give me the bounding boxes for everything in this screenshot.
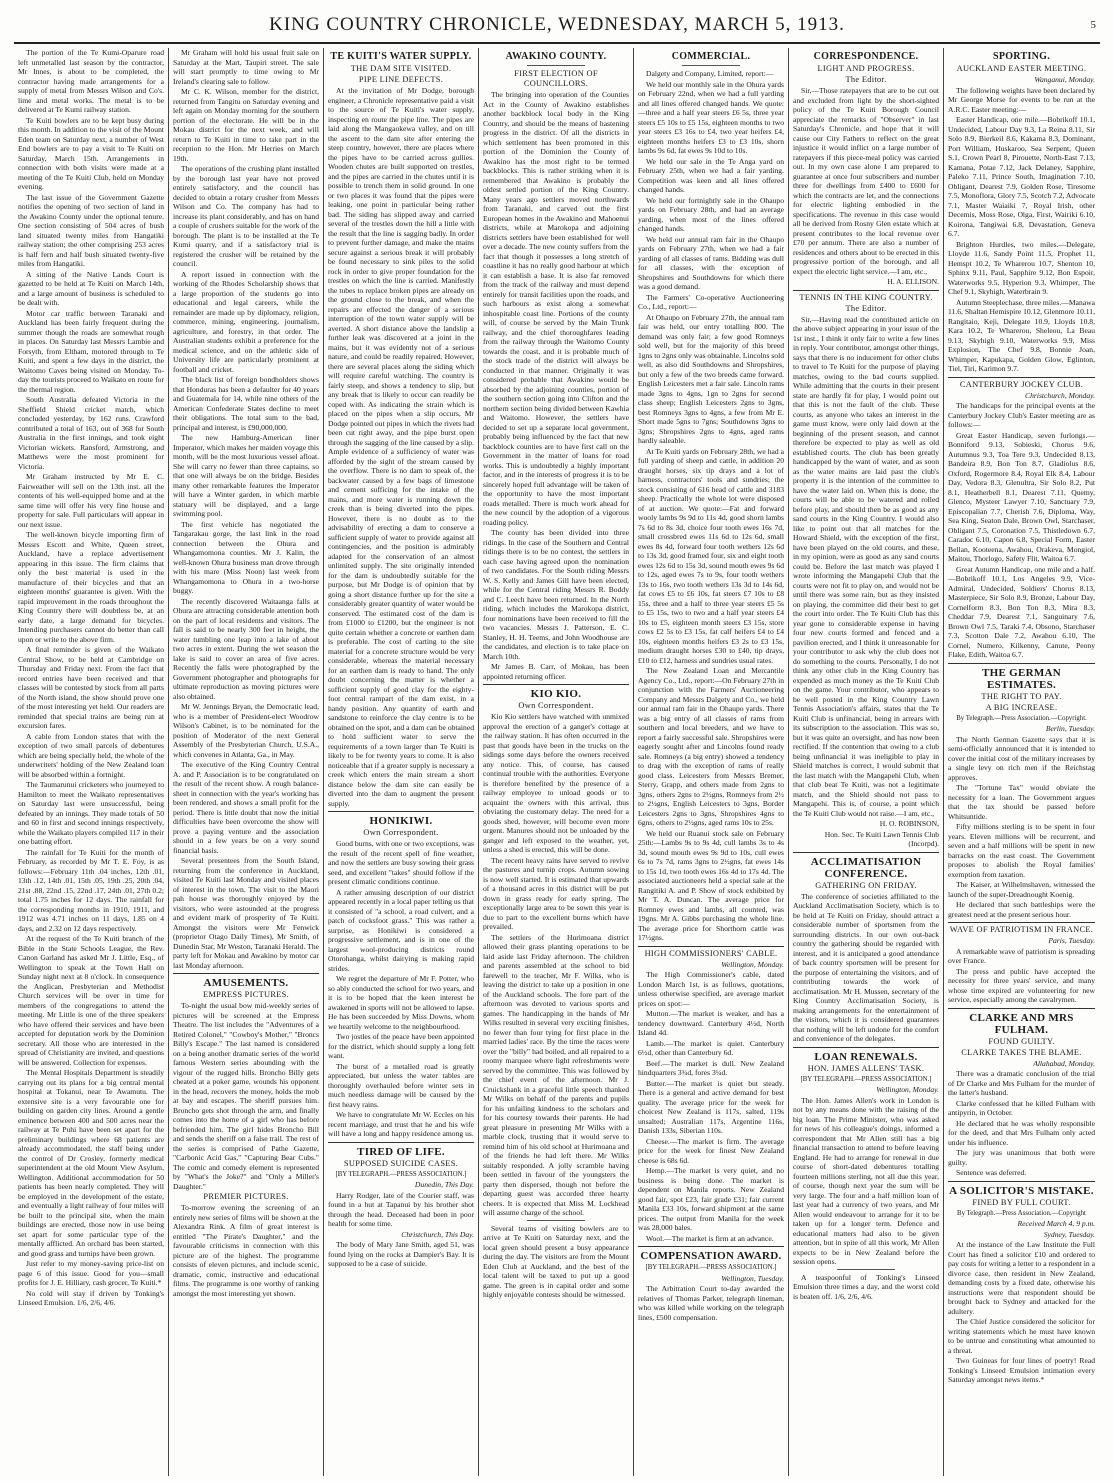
news-paragraph: Sentence was deferred. <box>956 1168 1027 1177</box>
advertisement-paragraph: Just refer to my money-saving price-list on page 6 of this issue. Good for you—small profits for J. E. Hilliary, cash grocer, Te Kuiti.* <box>18 1259 164 1287</box>
acclimatisation-heading: ACCLIMATISATION CONFERENCE. <box>793 852 939 880</box>
dateline: Christchurch, Monday. <box>1025 390 1095 400</box>
news-paragraph: We held our annual ram fair in the Ohaupo yards on February 27th, when we had a fair yarding of all classes of rams. Bidding was dull for all classes, with the exception of Shropshires and Southdowns for which there was a good demand. <box>638 234 784 291</box>
dateline: Christchurch, This Day. <box>401 1229 474 1239</box>
news-paragraph: A sitting of the Native Lands Court is gazetted to be held at Te Kuiti on March 14th, and a large amount of business is scheduled to be dealt with. <box>18 269 164 307</box>
news-paragraph: The rainfall for Te Kuiti for the month of February, as recorded by Mr T. E. Foy, is as follows:—February 11th .04 inches, 12th .01, 13th .12, 14th .01, 15th .05, 19th .25, 20th .04, 21st .88, 22nd .15, 22nd .17, 24th .01, 27th 0.2; total 1.75 inches for 12 days. The rainfall for the corresponding months in 1910, 1911, and 1912 was 4.71 inches on 11 days, 1.85 on 4 days, and 2.32 on 12 days respectively. <box>18 847 164 933</box>
dateline: Wellington, Monday. <box>721 959 784 969</box>
dateline: Wanganui, Monday. <box>1034 75 1095 84</box>
news-paragraph: Mr Graham instructed by Mr E. C. Fairweather will sell on the 13th inst. all the contents of his well-equipped home and at the same time will offer his very fine house and property for sale. Full particulars will appear in our next issue. <box>18 472 164 529</box>
news-paragraph: A rather amusing description of our district appeared recently in a local paper telling us that it consisted of "a school, a road culvert, and a patch of cocksfoot grass." This was rather a surprise, as Honikiwi is considered a progressive settlement, and is in one of the largest wool-producing districts round Otorohanga, whilst dairying is making rapid strides. <box>328 887 474 973</box>
column-5 <box>634 48 789 1476</box>
news-paragraph: The Farmers' Co-operative Auctioneering Co., Ltd., report:— <box>638 292 784 311</box>
loan-subheading: HON. JAMES ALLENS' TASK. <box>807 1063 925 1073</box>
news-paragraph: The county has been divided into three ridings. In the case of the Southern and Central ridings there is to be no contest, the settlers in each case having agreed upon the nomination of two candidates. For the South riding Messrs W. S. Kelly and James Gill have been elected, while for the Central riding Messrs R. Boddy and C. Leech have been returned. In the North riding, which includes the Marokopa district, four nominations have been received to fill the two vacancies. Messrs J. Patterson, E. C. Stanley, H. H. Teems, and John Woodhouse are the candidates, and election is to take place on March 10th. <box>483 528 629 661</box>
honikiwi-byline: Own Correspondent. <box>363 828 439 837</box>
advertisement-paragraph: A teaspoonful of Tonking's Linseed Emulsion three times a day, and the worst cold is beaten off. 1/6, 2/6, 4/6. <box>793 1272 939 1301</box>
market-report: Mutton.—The market is weaker, and has a tendency downward. Canterbury 4½d, North Island 4d. <box>638 1009 784 1037</box>
news-paragraph: At Ohaupo on February 27th, the annual ram fair was held, our entry totalling 800. The demand was only fair; a few good Romneys sold well, but for the majority of this breed 1gns to 2gns only was obtainable. Lincolns sold well, as also did Southdowns and Shropshires, but only a few of the two breeds came forward. English Leicesters met a fair sale. Lincoln rams made 3gns to 4gns, 1gn to 2gns for second class sheep; English Leicesters 2gns to 3gns, best Romneys 3gns to 4gns, a few from Mr E. Short made 5gns to 7gns; Southdowns 3gns to 3gns; Shropshires 2gns to 4gns, aged rams hardly saleable. <box>638 312 784 445</box>
column-grid <box>14 48 1100 1476</box>
news-paragraph: Clarke confessed that he killed Fulham with antipyrin, in October. <box>948 1098 1095 1117</box>
divider <box>682 65 740 66</box>
news-paragraph: The bringing into operation of the Counties Act in the County of Awakino establishes another backblock local body in the King Country, and should be the means of hastening progress in the district. Of all the districts in which settlement has been promoted in this portion of the Dominion the County of Awakino has the most right to be termed backblocks. This is rather striking when it is remembered that Awakino is probably the oldest settled portion of the King Country. Many years ago settlers moved northwards from Taranaki, and carved out the first European homes in the Awakino and Mahoenui districts, while at Marokopa and adjoining districts settlers have been established for well over a decade. The new county suffers from the fact that though it possesses a long stretch of coastline it has no really good harbour at which it can establish a base. It is also far removed from the track of the railway and must depend entirely for transit facilities upon the roads, and such harbours as exist along a somewhat inhospitable coast line. Portions of the county will, of course be served by the Main Trunk railway, and the chief thoroughfares leading from the railway through the Waitomo County towards the coast, and it is probable much of the stock trade of the district will always be conducted in that manner. Originally it was considered probable that Awakino would be absorbed by the adjoining counties, portion of the southern section going into Clifton and the northern section being divided between Kawhia and Waitomo. However, the settlers have decided to set up a separate local government, probably being influenced by the fact that new backblock counties are to have first call on the Government in the matter of loans for road works. This is undoubtedly a highly important factor, and in the interests of progress it is to be sincerely hoped full advantage will be taken of the opportunity to have the most important roads metalled. There is much work ahead for the new council by the adoption of a vigorous roading policy. <box>483 90 629 527</box>
news-paragraph: The conference of societies affiliated to the Auckland Acclimatisation Society, which is to be held at Te Kuiti on Friday, should attract a considerable number of sportsmen from the surrounding districts. In our own out-back country the gathering should be regarded with interest, and it is anticipated a good attendance of back country sportsmen will be present for the purpose of entertaining the visitors, and of contributing towards the work of acclimatisation. Mr H. Mussen, secretary of the King Country Acclimatisation Society, is making arrangements for the entertainment of the visitors, which it is considered guarantees that nothing will be left undone for the comfort and convenience of the delegates. <box>793 891 939 1043</box>
acclimatisation-subheading: GATHERING ON FRIDAY. <box>815 880 917 890</box>
news-paragraph: A cable from London states that with the exception of two small parcels of debentures which are being specially held, the whole of the underwriters' holding of the New Zealand loan will be absorbed within a fortnight. <box>18 731 164 779</box>
compensation-heading: COMPENSATION AWARD. <box>638 1246 784 1262</box>
race-weights: Great Easter Handicap, seven furlongs.—Bonniford 9.13, Sobieski, Chorus 9.6, Autumnus 9.3, Toa Tere 9.3, Undecided 8.13, Bandeira 8.9, Bon Ton 8.7, Gladiolus 8.6, Oxford, Rogermore 8.4, Royal Elk 8.4, Labour Day, Vedora 8.3, Glenultra, Sir Solo 8.2, Put 8.1, Heatherbell 8.1, Dearest 7.11, Quemy, Glenco, Mysteer Lawyer 7.10, Sanctuary 7.9, Episcopalian 7.7, Cherish 7.6, Diploma, Way, Sea King, Seaton Dale, Brown Owl, Starchaser, Obligant 7.5, Coronation 7.5, Thistledown 6.7, Caradoc 6.10, Capon 6.8, Special Form, Easter Bellan, Kooteena, Awahou, Orakeva, Mongiol, Maitou, Thorlogo, Safety Flit, Waitoa 6.7. <box>948 430 1095 563</box>
divider <box>527 65 585 66</box>
tired-subheading: SUPPOSED SUICIDE CASES. <box>343 1158 459 1168</box>
news-paragraph: To-night the usual bow mid-weekly series of pictures will be screened at the Empress Theatre. The list includes the "Adventures of a Retired Colonel," "Cowboy's Mother," "Broncs Billy's Escape." The last named is considered on a being another dramatic series of the world famous Western series abounding with the vigour of the rugged hills. Broncho Billy gets cheated at a poker game, wounds his opponent in the head, recovers the money, holds the mob at bay and escapes. The sheriff pursues him. Broncho gets shot through the arm, and finally comes into the home of a girl who has before befriended him. The girl hides Broncho Bill and sends the sheriff on a false trail. The rest of the series is comprised of Pathe Gazette, "Carbonic Acid Gas," "Capturing Bear Cubs." The comic and comedy element is represented by "What's the Joke?" and "Only a Miller's Daughter." <box>173 1001 319 1191</box>
news-paragraph: Te Kuiti bowlers are to be kept busy during this month. In addition to the visit of the Mount Eden team on Saturday next, a number of West End bowlers are to pay a visit to Te Kuiti on Saturday, March 15th. Arrangements in connection with both visits were made at a meeting of the Te Kuiti Club, held on Monday evening. <box>18 115 164 191</box>
clarke-subheading-2: CLARKE TAKES THE BLAME. <box>961 1047 1082 1057</box>
news-paragraph: The "Tortune Tax" would obviate the necessity for a loan. The Government argues that the tax should be passed before Whitsuntide. <box>948 783 1095 821</box>
clarke-subheading-1: FOUND GUILTY. <box>988 1036 1055 1046</box>
loan-renewals-heading: LOAN RENEWALS. <box>793 1047 939 1063</box>
news-paragraph: The portion of the Te Kumi-Oparure road left unmetalled last season by the contractor, Mr Innes, is about to be completed, the contractor having made arrangements for a supply of metal from Messrs Wilson and Co's. lime and metal works. The metal is to be delivered at Te Kumi railway station. <box>18 48 164 114</box>
dateline: Wellington, Tuesday. <box>721 1273 784 1283</box>
news-paragraph: The new Hamburg-American liner Imperator, which makes her maiden voyage this month, will be the most luxurious vessel afloat. She will carry no fewer than three captains, so that one will always be on the bridge. Besides many other remarkable features the Imperator will have a Winter garden, in which marble statuary will be displayed, and a large swimming pool. <box>173 433 319 518</box>
news-paragraph: The first vehicle has negotiated the Tangarakau gorge, the last link in the road connection between the Ohura and Whangamomona counties. Mr J. Kalin, the well-known Ohura business man drove through with his mare (Miss Noon) last week from Whangamomona to Ohura in a two-horse buggy. <box>173 519 319 595</box>
news-paragraph: The recent heavy rains have served to revive the pastures and turnip crops. Autumn sowing is now well started. It is estimated that upwards of a thousand acres in this district will be put down in grass ready for early spring. The exceptionally large area to be sown this year is due to part to the excellent burns which have prevailed. <box>483 855 629 931</box>
water-subheading-1: THE DAM SITE VISITED. <box>350 64 452 73</box>
news-paragraph: The Mental Hospitals Department is steadily carrying out its plans for a big central mental hospital at Tokanui, near Te Awamutu. The extensive site is a very favourable one for building on garden city lines. Around a gentle eminence between 400 and 500 acres near the railway at Te Puhi have been set apart for the preliminary buildings where 68 patients are already accommodated, the staff being under the control of Dr Crosley, formerly medical superintendent at the old Mount View Asylum, Wellington. Additional accommodation for 50 patients has been nearly completed. They will be employed in the development of the estate, and eventually a light railway of four miles will be built to the principal site, when the main buildings are erected, those now in use being set apart for some particular type of the mentally afflicted. An orchard has been started, and good grass and turnips have been grown. <box>18 1068 164 1258</box>
market-report: Wool.—The market is firm at an advance. <box>646 1233 774 1243</box>
solicitor-heading: A SOLICITOR'S MISTAKE. <box>948 1181 1095 1197</box>
news-paragraph: A remarkable wave of patriotism is spreading over France. <box>948 946 1095 965</box>
news-paragraph: The press and public have accepted the necessity for three years' service, and many whose time expired are volunteering for new service, especially among the cavalrymen. <box>948 966 1095 1004</box>
news-paragraph: Two jostles of the peace have been appointed for the district, which should supply a long felt want. <box>328 1032 474 1060</box>
news-paragraph: Good burns, with one or two exceptions, was the result of the recent spell of fine weather, and now the settlers are busy sowing their grass seed, and excellent "takes" should follow if the present climatic conditions continue. <box>328 839 474 886</box>
news-paragraph: At the invitation of Mr Dodge, borough engineer, a Chronicle representative paid a visit to the source of Te Kuiti's water supply, inspecting en route the pipe line. The pipes are laid along the Mangaokewa valley, and on till the ascent to the dam site after entering the steep country, however, there are places where the pipes have to be carried across gullies. Wooden chutes are built supported on trestles, and the pipes are carried in the chutes until it is possible to trench them in solid ground. In one or two places it was found that the pipes were leaking, one point in particular being rather bad. The siding has slipped away and carried several of the trestles down the hill a little with the result that the line is sagging badly. In order to prevent further damage, and make the mains secure against a serious break it will probably be found necessary to sink piles to the solid rock in order to give proper foundation for the trestles on which the line is carried. Manifestly the tubes to replace broken pipes are already on the ground close to the break, and when the repairs are effected the danger of a serious interruption of the town water supply will be averted. A short distance above the landslip a further leak was discovered at a joint in the mains, but it was evidently not of a serious nature, and could be readily repaired. However, there are several places along the siding which will require careful watching. The country is fairly steep, and shows a tendency to slip, but any break that is likely to occur can readily be coped with. As indicating the strain which is placed on the pipes when a slip occurs, Mr Dodge pointed out pipes in which the rivets had been cut right away, and the pipe burst open through the sagging of the line caused by a slip. Ample evidence of a sufficiency of water was afforded by the sight of the stream caused by the overflow. There is no dam to speak of, the backwater caused by a few bags of limestone and cement sufficing for the intake of the mains, and more water is running down the creek than is being diverted into the pipes. However, there is no doubt as to the advisability of erecting a dam to conserve a sufficient supply of water to provide against all contingencies, and the position is admirably adapted for the conservation of an almost unlimited supply. The site originally intended for the dam is undoubtedly suitable for the purpose, but Mr Dodge is of opinion that by going a short distance further up for the site a considerably greater quantity of water would be conserved. The estimated cost of the dam is from £1000 to £1200, but the engineer is not quite certain whether a concrete or earthen dam is preferable. The cost of carting to the site material for a concrete structure would be very considerable, whereas the material necessary for an earthen dam is ready to hand. The only doubt concerning the matter is whether a sufficient supply of good clay for the eighty-foot central rampart of the dam exist, in a handy position. Any quantity of earth and sandstone to reinforce the clay centre is to be obtained on the spot, and a dam can be obtained to hold sufficient water to serve the requirements of a town larger than Te Kuiti is likely to be for twenty years to come. It is also noticeable that if a greater supply is necessary a creek which enters the main stream a short distance below the dam site can easily be diverted into the dam to augment the present supply. <box>328 86 474 808</box>
race-weights: Great Autumn Handicap, one mile and a half.—Bobrikoff 10.1, Los Angeles 9.9, Vice-Admiral, Undecided, Soldiers' Chorus 8.13, Masterpiece, Sir Solo 8.9, Bronze, Labour Day, Cornelform 8.3, Bon Ton 8.3, Mira 8.3, Cheddar 7.9, Dearest 7.1, Sanguinary 7.6, Brown Owl 7.5, Taraki 7.4, Obsono, Starchaser 7.3, Scotton Dale 7.2, Awahou 6.10, The Cornel, Numero, Kilkenny, Canute, Peony Flake, Edith, Waitoa 6.7. <box>948 564 1095 659</box>
news-paragraph: The body of Mary Jane Smith, aged 51, was found lying on the rocks at Dampier's Bay. It is supposed to be a case of suicide. <box>328 1240 474 1268</box>
sporting-heading: SPORTING. <box>992 51 1051 62</box>
news-paragraph: We held our Ruanui stock sale on February 25th:—Lambs 9s to 9s 4d, cull lambs 3s to 4s 3d, sound mouth ewes 9s 9d to 10s, cull ewes 6s to 7s 7d, rams 3gns to 2½gns, fat ewes 14s to 15s 1d, two tooth ewes 16s 4d to 17s 4d. The associated auctioneers held a special sale at the Rangitiki A. and P. Show of stock exhibited by Mr T. A. Duncan. The average price for Romney ewes and lambs, all counted, was 19gns. Mr A. Gibbs purchasing the whole line. The average price for Shorthorn cattle was 17½gns. <box>638 828 784 942</box>
news-paragraph: The Chief Justice considered the solicitor for writing statements which he must have known to be untrue and constituting what amounted to a threat. <box>948 1317 1095 1355</box>
news-paragraph: He declared that such battleships were the greatest need at the present serious hour. <box>948 900 1095 919</box>
commercial-heading: COMMERCIAL. <box>671 51 751 62</box>
amusements-heading: AMUSEMENTS. <box>173 973 319 989</box>
news-paragraph: At Te Kuiti yards on February 28th, we had a full yarding of sheep and cattle, in addition 20 draught horses, six tip drays and a lot of harness, contractors' tools and sundries; the stock consisting of 616 head of cattle and 3183 sheep. Practically the whole lot were disposed of at auction. We quote:—Fat and forward wooly lambs 9s 9d to 11s 4d, good shorn lambs 7s 6d to 8s 3d, choice four tooth ewes 16s 7d, small crossbred ewes 11s 6d to 12s 6d, small ewes 8s 4d, forward four tooth wethers 12s 6d to 13s 3d, good framed four, six and eight tooth ewes 12s 6d to 15s 3d, sound mouth ewes 9s 6d to 12s, aged ewes 7s to 9s, four tooth wethers 13s to 16s, two tooth wethers 13s 3d to 14s 6d, fat cows £5 to £6 10s, fat steers £7 10s to £8 15s, three and a half to three year steers £5 5s to £5 15s, two to two and a half year steers £4 10s to £5, eighteen month steers £3 15s, store cows £2 5s to £3 15s, fat calf heifers £4 to £4 10s, eighteen months heifers £3 2s to £3 15s, medium draught horses £30 to £40, tip drays, £10 to £12, harness and sundries usual rates. <box>638 446 784 665</box>
news-paragraph: The executive of the King Country Central A. and P. Association is to be congratulated on the result of the recent show. A rough balance-sheet in connection with the year's working has been rendered, and shows a small profit for the period. There is little doubt that now the initial difficulties have been overcome the show will prove a paying venture and the association should in a few years be on a very sound financial basis. <box>173 760 319 855</box>
news-paragraph: A report issued in connection with the working of the Rhodes Scholarship shows that a large proportion of the students go into educational and legal careers, while the remainder are made up by diplomacy, religion, commerce, mining, engineering, journalism, agriculture, and forestry, in that order. The Australian students exhibit a preference for the medical science, and on the athletic side of University life are particularly prominent at football and cricket. <box>173 269 319 374</box>
cjc-subheading: CANTERBURY JOCKEY CLUB. <box>948 377 1095 390</box>
water-supply-heading: TE KUITI'S WATER SUPPLY. <box>330 51 472 62</box>
race-weights: Easter Handicap, one mile.—Bobrikoff 10.1, Undecided, Labour Day 9.3, La Reina 8.11, Sir Solo 8.9, Bierkeil 8.6, Kakama 8.3, Dominant, Port William, Huskaroo, Sea Serpent, Queen S.1, Crown Pearl 8, Pirouette, North-East 7.13, Kamana, Potae 7.12, Jack Delaney, Sapphire, Paleko 7.11, Prince South, Imagination 7.10, Obligant, Dearest 7.9, Golden Rose, Tiresome 7.5, Monoflora, Glory 7.5, Scotch 7.2, Advocate 7.1, Master Waiaiki 7, Royal Irish, other Decemis, Moss Rose, Olga, First, Wairiki 6.10, Koirona, Tangiwai 6.8, Devastation, Geneva 6.7. <box>948 115 1095 238</box>
news-paragraph: The following weights have been declared by Mr George Morse for events to be run at the A.R.C. Easter meeting:— <box>948 85 1095 114</box>
kiokio-byline: Own Correspondent. <box>518 701 594 710</box>
letter-signature-title: Hon. Sec. Te Kuiti Lawn Tennis Club (Incorpd). <box>824 829 939 848</box>
news-paragraph: Several presentees from the South Island, returning from the conference in Auckland, visited Te Kuiti last Monday and visited places of interest in the town. The visit to the Maori pah house was thoroughly enjoyed by the visitors, who were astounded at the progress and evident mark of prosperity of Te Kuiti. Amongst the visitors were Mr Fenwick (proprietor Otago Daily Times), Mr Smith, of Dunedin Star, Mr Weston, Taranaki Herald. The party left for Mokau and Awakino by motor car last Monday afternoon. <box>173 856 319 970</box>
dateline: Wellington, Monday. <box>876 1085 939 1094</box>
column-4 <box>479 48 634 1476</box>
advertisement-paragraph: Two Guineas for four lines of poetry! Read Tonking's Linseed Emulsion intimation every Saturday amongst news items.* <box>948 1356 1095 1384</box>
news-paragraph: The well-known bicycle importing firm of Messrs Escott and White, Queen street, Auckland, have a replace advertisement appearing in this issue. The firm claims that only the best material is used in the manufacture of their bicycles and that an eighteen months' guarantee is given. With the rapid improvement in the roads throughout the King Country there will doubtless be, at an early date, a large demand for bicycles. Intending purchasers cannot do better than call upon or write to the above firm. <box>18 530 164 644</box>
market-report: Cheese.—The market is firm. The average price for the week for finest New Zealand cheese is 68s 6d. <box>638 1136 784 1165</box>
news-paragraph: The last issue of the Government Gazette notifies the opening of two section of land in the Awakino County under the optional tenure. One section consisting of 504 acres of bush land situated twenty miles from Hangatiki railway station; the other comprising 253 acres is half fern and half bush situated twenty-five miles from Hangatiki. <box>18 192 164 268</box>
news-paragraph: The Hon. James Allen's work in London is not by any means done with the raising of the big loan. The Prime Minister, who was asked for news of his colleague's doings, informed a correspondent that Mr Allen still has a big financial transaction to attend to before leaving England. He had to arrange for renewal in due course of short-dated debentures totalling fourteen millions sterling, not all due this year, of course, though next year the sum will be very large. The four and a half million loan of last year had a currency of two years, and Mr Allen would endeavour to arrange for it to be taken up for a longer term. Defence and educational matters had also to be given attention, but in spite of all this work, Mr Allen expects to be in New Zealand before the session opens. <box>793 1095 939 1266</box>
letter-signature: H. O. ROBINSON, <box>879 819 939 828</box>
market-report: Hemp.—The market is very quiet, and no business is being done. The market is dependent on Manila reports. New Zealand good fair, spot £23, fair grade £31; fair current Manila £33 10s, forward shipment at the same prices. The output from Manila for the week was 28,000 bales. <box>638 1166 784 1232</box>
news-paragraph: Fifty millions sterling is to be spent in four years. Eleven millions will be recurrent, and seven and a half millions will be spent in new barracks on the east coast. The Government proposes to abolish the Royal families' exemption from taxation. <box>948 822 1095 879</box>
high-commissioner-heading: HIGH COMMISSIONERS' CABLE. <box>638 946 784 959</box>
easter-meeting-subheading: AUCKLAND EASTER MEETING. <box>956 64 1087 73</box>
letter-paragraph: Sir,—Those ratepayers that are to be cut out and excluded from light by the short-sighted policy of the Te Kuiti Borough Council appreciate the remarks of "Observer" in last Saturday's Chronicle, and hope that it will cause our City Fathers to reflect on the great injustice it would inflict on a large number of ratepayers if this piece-meal policy was carried out. In my own case alone I am prepared to guarantee at once four subscribers and number three for dwellings from £400 to £600 for which the contracts are let, and the connections for electric lighting embodied in the specifications. The revenue in this case would all be derived from Rosny Glen estate which at present contributes to the local revenue over £70 per annum. There are also a number of residences and others about to be erected in this progressive portion of the borough, and all expect the electric light service.—I am, etc., <box>793 86 939 276</box>
news-paragraph: Several teams of visiting bowlers are to arrive at Te Kuiti on Saturday next, and the local green should present a busy appearance during the day. The visitors are from the Mount Eden Club at Auckland, and the best of the local talent will be taxed to put up a good game. The green is in capital order and some highly enjoyable contests should be witnessed. <box>483 1223 629 1299</box>
news-paragraph: The settlers of the Hurimoana district allowed their grass planting operations to be laid aside last Friday afternoon. The children and parents assembled at the school to bid farewell to the teacher, Mr F. Wilks, who is leaving the district to take up a position in one of the Auckland schools. The fore part of the afternoon was devoted to various sports and games. The handicapping in the hands of Mr Wilks resulted in several very exciting finishes, no fewer than four tying for first place in the married ladies' race. By the time the races were over the "billy" had boiled, and all repaired to a roomy marquee where light refreshments were served by the committee. This was followed by the chief event of the afternoon. Mr J. Cruickshank in a graceful little speech thanked Mr Wilks on behalf of the parents and pupils for his unfailing kindness to the scholars and for his courtesy towards their parents. He had great pleasure in presenting Mr Wilks with a marble clock, trusting that it would serve to remind him of his old school at Hurimoana and of the friends he had left there. Mr Wilks suitably responded. A jolly scramble having been settled in favour of the youngsters the party then dispersed, though not before the departing guest was accorded three hearty cheers. It is expected that Miss M. Lockhead will assume charge of the school. <box>483 932 629 1217</box>
market-report: Beef.—The market is dull. New Zealand hindquarters 3¾d, fores 3¼d. <box>638 1058 784 1077</box>
dateline: Sydney, Tuesday. <box>1043 1229 1095 1239</box>
telegraph-credit: By Telegraph.—Press Association.—Copyright <box>957 1209 1086 1217</box>
market-report: Butter.—The market is quiet but steady. There is a general and active demand for best quality. The average price for the week for choicest New Zealand is 117s, salted, 119s unsalted; Australian 117s, Argentine 116s, Danish 133s, Siberian 110s. <box>638 1078 784 1135</box>
news-paragraph: The burst of a metalled road is greatly appreciated, but unless the water tables are thoroughly overhauled before winter sets in much needless damage will be caused by the first heavy rains. <box>328 1061 474 1109</box>
news-paragraph: Harry Rodger, late of the Courier staff, was found in a hut at Tapanui by his brother shot through the head. Deceased had been in poor health for some time. <box>328 1190 474 1228</box>
solicitor-subheading: FINED BY FULL COURT. <box>972 1197 1071 1207</box>
news-paragraph: The High Commissioner's cable, dated London March 1st, is as follows, quotations, unless otherwise specified, are average market prices on spot:— <box>638 970 784 1008</box>
france-heading: WAVE OF PATRIOTISM IN FRANCE. <box>948 922 1095 935</box>
empress-subheading: EMPRESS PICTURES. <box>202 990 290 999</box>
news-paragraph: South Australia defeated Victoria in the Sheffield Shield cricket match, which concluded yesterday, by 162 runs. Crawford contributed a total of 163, out of 368 for South Australia in the first innings, and took eight Victorian wickets. Ransford, Armstrong, and Matthews were the most prominent for Victoria. <box>18 395 164 471</box>
correspondence-heading: CORRESPONDENCE. <box>813 51 919 62</box>
light-progress-subheading: LIGHT AND PROGRESS. <box>817 64 915 73</box>
telegraph-credit: [BY TELEGRAPH.—PRESS ASSOCIATION.] <box>335 1170 467 1178</box>
news-paragraph: Dalgety and Company, Limited, report:— <box>646 69 774 78</box>
advertisement-paragraph: No cold will stay if driven by Tonking's Linseed Emulsion. 1/6, 2/6, 4/6. <box>18 1288 164 1307</box>
news-paragraph: The recently discovered Waitaanga falls at Ohura are attracting considerable attention both on the part of local residents and visitors. The fall is said to be nearly 300 feet in height, the water tumbling one leap into a lake of about two acres in extent. During the wet season the lake is said to cover an area of five acres. Recently the falls were photographed by the Government photographer and photographs for ultimate reproduction as moving pictures were also obtained. <box>173 596 319 701</box>
news-paragraph: We held our monthly sale in the Ohura yards on February 22nd, when we had a full yarding and all lines offered changed hands. We quote:—three and a half year steers £6 5s, three year steers £5 10s to £5 15s, eighteen months to two year steers £3 16s to £4, two year heifers £4, eighteen months heifers £3 to £3 10s, shorn lambs 9s 6d, fat ewes 9s 10d to 10s. <box>638 79 784 155</box>
telegraph-credit: [BY TELEGRAPH.—PRESS ASSOCIATION.] <box>800 1075 932 1083</box>
news-paragraph: Mr Graham will hold his usual fruit sale on Saturday at the Mart, Taupiri street. The sale will start promptly to time owing to Mr Ireland's clearing sale to follow. <box>173 48 319 86</box>
letter-salutation: The Editor. <box>845 75 887 84</box>
news-paragraph: The New Zealand Loan and Mercantile Agency Co., Ltd., report:—On February 27th in conjunction with the Farmers' Auctioneering Company and Messrs Dalgety and Co., we held our annual ram fair in the Ohaupo yards. There was a big entry of all classes of rams from southern and local breeders, and we have to report a fairly successful sale. Shropshires were eagerly sought after and Lincolns found ready sale. Romneys (a big entry) showed a tendency to drag with the exception of rams of really good class. Leicesters from Messrs Bremer, Sterry, Grapp, and others made from 2gns to 3gns, others 2gns to 2½gns, Romneys from 2½ to 2½gns, English Leicesters to 3gns, Border Leicesters 2gns to 3gns, Shropshires 4gns to 6gns, others to 2½gns, aged rams 10s to 25s. <box>638 666 784 827</box>
honikiwi-heading: HONIKIWI. <box>328 811 474 827</box>
tennis-subheading: TENNIS IN THE KING COUNTRY. <box>793 290 939 303</box>
premier-subheading: PREMIER PICTURES. <box>203 1192 289 1201</box>
german-estimates-heading: THE GERMAN ESTIMATES. <box>948 663 1095 691</box>
news-paragraph: The Arbitration Court to-day awarded the relatives of Thomas Parker, telegraph lineman, who was killed while working on the telegraph lines, £500 compensation. <box>638 1284 784 1322</box>
kiokio-heading: KIO KIO. <box>483 684 629 700</box>
news-paragraph: The North German Gazette says that it is semi-officially announced that it is intended to cover the initial cost of the military increases by a single levy on rich men if the Reichstag approves. <box>948 734 1095 782</box>
letter-signature: H. A. ELLISON. <box>887 277 939 286</box>
news-paragraph: Mr C. K. Wilson, member for the district, returned from Tangitu on Saturday evening and left again on Monday morning for the southern portion of the electorate. He will be in the Mokau district for the next week, and will return to Te Kuiti in time to take part in the reception to the Hon. Mr Herries on March 19th. <box>173 87 319 163</box>
clarke-fulham-heading: CLARKE AND MRS FULHAM. <box>948 1008 1095 1036</box>
news-paragraph: We have to congratulate Mr W. Eccles on his recent marriage, and trust that he and his wife will have a long and happy residence among us. <box>328 1110 474 1138</box>
news-paragraph: A final reminder is given of the Waikato Central Show, to be held at Cambridge on Thursday and Friday next. From the fact that record entries have been received and that classes will be contested by stock from all parts of the North island, the show should prove one of the most interesting yet held. Our readers are reminded that special trains are being run at excursion fares. <box>18 645 164 730</box>
letter-paragraph: Sir,—Having read the contributed article on the above subject appearing in your issue of the 1st inst., I think it only fair to write a few lines in reply. Your contributor, amongst other things, says that there is no inducement for other clubs to travel to Te Kuiti for the purpose of playing matches, owing to the bad courts supplied. While admitting that the courts in their present state are hardly fit for play, I would point out that this is not the fault of the club. These courts, as anyone who takes an interest in the game must know, were only laid down at the beginning of the present season, and cannot therefore be expected to play as well as old established courts. The club has been greatly handicapped by the want of water, and as soon as the water mains are laid past the club's property it is the intention of the committee to have the water laid on. When this is done, the courts will be able to be watered and rolled before play, and should then be as good as any sand courts in the King Country. I would also like to point out that all matches for the Howard Shield, with the exception of the first, have been played on the old courts, and these, in my opinion, were as good as any sand courts could be. Before the last match was played I wrote informing the Mangapehi Club that the courts were not fit to play on, and would not be until there was some rain, but as they insisted on playing, the committee did their best to get the court into order. The Te Kuiti Club has this year gone to considerable expense in having four new courts formed and fenced and a pavilion erected, and I think it unreasonable for your contributor to ask why the club does not do something to the courts. Personally, I do not think any other club in the King Country has expended as much money as the Te Kuiti Club on the game. Your contributor, who appears to be well posted in the King Country Lawn Tennis Association's affairs, states that the Te Kuiti Club is unfinancial, being in arrears with its subscription to the association. This was so, but it was quite an oversight, and has now been rectified. If the contention that owing to a club being unfinancial it was ineligible to play in Shield matches is correct, I would submit that the last match with the Mangapehi Club, when that club beat Te Kuiti, was not a legitimate match, and the Shield should not pass to Mangapehi. This is, of course, a point which the Te Kuiti Club would not raise.—I am, etc., <box>793 314 940 818</box>
news-paragraph: He declared that he was wholly responsible for the deed, and that Mrs Fulham only acted under his influence. <box>948 1118 1095 1147</box>
news-paragraph: We held our fortnightly sale in the Ohaupo yards on February 28th, and had an average yarding, when most of the lines offered changed hands. <box>638 195 784 233</box>
telegraph-credit: [BY TELEGRAPH.—PRESS ASSOCIATION.] <box>645 1264 777 1271</box>
news-paragraph: There was a dramatic conclusion of the trial of Dr Clarke and Mrs Fulham for the murder of the latter's husband. <box>948 1069 1095 1097</box>
news-paragraph: Mr James B. Carr, of Mokau, has been appointed returning officer. <box>483 662 629 681</box>
column-1 <box>14 48 169 1476</box>
divider <box>527 1220 585 1221</box>
dateline: Paris, Tuesday. <box>1048 936 1095 945</box>
dateline: Received March 4, 9 p.m. <box>1017 1219 1095 1228</box>
page-number: 5 <box>1090 19 1096 31</box>
news-paragraph: The handicaps for the principal events at the Canterbury Jockey Club's Easter meeting are as follows:— <box>948 401 1095 429</box>
news-paragraph: To-morrow evening the screening of an entirely new series of films will be shown at the Alexandra Rink. A film of great interest is entitled "The Pirate's Daughter," and the favourable criticisms in connection with this picture are of the highest. The programme consists of eleven pictures, and include scenic, dramatic, comic, instructive and educational films. The programme is one worthy of ranking amongst the most interesting yet shown. <box>173 1203 319 1298</box>
race-weights: Autumn Steeplechase, three miles.—Manawa 11.6, Shaltan Hemispire 10.12, Glenmore 10.11, Rangitaio, Keji, Delegate 10.9, Lloyds 10.8, Kara 10.2, Te Wharerou, Sheleou, La Beau 9.13, Skyhigh 9.10, Waterworks 9.9, Miss Explosion, The Chef 9.8, Bonnie Joan, Whimper, Kapukapa, Golden Glow, Eglinton, Tiel, Tiri, Karimon 9.7. <box>948 297 1095 373</box>
masthead-title: KING COUNTRY CHRONICLE, WEDNESDAY, MARCH 5, 1913. <box>269 14 845 35</box>
news-paragraph: We held our sale in the Te Anga yard on February 25th, when we had a fair yarding. Competition was keen and all lines offered changed hands. <box>638 156 784 194</box>
news-paragraph: We regret the departure of Mr F. Potter, who so ably conducted the school for two years, and it is to be hoped that the keen interest he awakened in sports will not be allowed to lapse. He has been succeeded by Miss Downs, whom we heartily welcome to the neighbourhood. <box>328 974 474 1031</box>
news-paragraph: The jury was unanimous that both were guilty. <box>948 1148 1095 1167</box>
telegraph-credit: By Telegraph.—Press Association.—Copyright. <box>956 714 1087 722</box>
german-subheading-2: A BIG INCREASE. <box>985 702 1058 712</box>
tired-of-life-heading: TIRED OF LIFE. <box>328 1142 474 1158</box>
letter-salutation: The Editor. <box>845 303 887 313</box>
awakino-heading: AWAKINO COUNTY. <box>505 51 607 62</box>
news-paragraph: At the instance of the Law Institute the Full Court has fined a solicitor £10 and ordered to pay costs for writing a letter to a respondent in a divorce case, then resident in New Zealand, demanding costs by a fixed date, otherwise his instructions were that respondent should be brought back to Sydney and attacked for the adultery. <box>948 1240 1095 1316</box>
dateline: Berlin, Tuesday. <box>1045 724 1095 733</box>
divider <box>837 1269 895 1270</box>
dateline: Dunedin, This Day. <box>414 1180 474 1189</box>
dateline: Allahabad, Monday. <box>1033 1058 1095 1068</box>
column-7 <box>944 48 1099 1476</box>
market-report: Lamb.—The market is quiet. Canterbury 6½d, other than Canterbury 6d. <box>638 1038 784 1057</box>
news-paragraph: Mr W. Jennings Bryan, the Democratic lead, who is a member of President-elect Woodrow Wilson's Cabinet, is to be nominated for the position of Moderator of the next General Assembly of the Presbyterian Church, U.S.A., which convenes in Atlanta, Ga., in May. <box>173 702 319 759</box>
german-subheading-1: THE RIGHT TO PAY. <box>981 691 1062 701</box>
awakino-subheading: FIRST ELECTION OF COUNCILLORS. <box>514 69 598 88</box>
news-paragraph: The Taumarunui cricketers who journeyed to Hamilton to meet the Waikato representatives on Saturday last were unsuccessful, being defeated by an innings. They made totals of 50 and 60 in first and second innings respectively, while the Waikato players compiled 117 in their one batting effort. <box>18 780 164 846</box>
news-paragraph: Motor car traffic between Taranaki and Auckland has been fairly frequent during the summer though the roads are somewhat rough in places. On Saturday last Messrs Lambie and Forsyth, from Eltham, motored through to Te Kuiti, and spent a few days in the district, the Waitomo Caves being visited on Monday. To-day the tourists proceed to Waikato en route for the thermal region. <box>18 308 164 394</box>
column-3 <box>324 48 479 1476</box>
news-paragraph: The Kaiser, at Wilhelmshaven, witnessed the launch of the super-Dreadnought Koenig. <box>948 880 1095 899</box>
news-paragraph: The black list of foreign bondholders shows that Honduras has been a defaulter for 40 years and Guatemala for 14, while nine others of the American Confederate States decline to meet their obligations. The total sum to the bad, principal and interest, is £90,000,000. <box>173 375 319 432</box>
water-subheading-2: PIPE LINE DEFECTS. <box>358 75 444 84</box>
news-paragraph: Kio Kio settlers have watched with unmixed approval the erection of a ganger's cottage at the railway station. It has often occurred in the past that goods have been in the trucks on the sidings some days before the owners received any notice. This, of course, has caused continual trouble with the authorities. Everyone is therefore benefited by the presence of a railway employee to unload goods or to acquaint the owners with this arrival, thus obviating the customary delay. The need for a goods shed, however, will become even more urgent. Manures should not be unloaded by the ganger and left exposed to the weather, yet, unless a shed is erected, this will be done. <box>483 712 629 854</box>
race-weights: Brighton Hurdles, two miles.—Delegate, Lloyde 11.6, Sandy Point 11.5, Prophet 11, Hemspt 10.2, Te Wharerou 10.7, Shenton 10, Sphinx 9.11, Paul, Sapphire 9.12, Bon Espoir, Waterworks 9.5, Hyperion 9.3, Whimper, The Chef 9.1, Skyhigh, Waterbrain 9. <box>948 239 1095 296</box>
news-paragraph: The operations of the crushing plant installed by the borough last year have not proved entirely satisfactory, and the council has decided to obtain a rotary crusher from Messrs Wilson and Co. The company has had to increase its plant considerably, and has on hand a couple of crushers suitable for the work of the borough. The plant is to be installed at the Te Kumi quarry, and if a satisfactory trial is registered the crusher will be retained by the council. <box>173 164 319 268</box>
masthead <box>14 8 1100 44</box>
news-paragraph: At the request of the Te Kuiti branch of the Bible in the State Schools League, the Rev. Canon Garland has asked Mr J. Little, Esq., of Wellington to speak at the Town Hall on Sunday night next at 8 o'clock. In consequence the Anglican, Presbyterian and Methodist Church services will be over in time for members of the congregations to attend the meeting. Mr Little is one of the three speakers who have offered their services and have been accepted for deputation work by the Dominion secretary. All those who are interested in the spread of Christianity are invited, and questions will be answered. Collection for expenses. <box>18 934 164 1067</box>
column-6 <box>789 48 944 1476</box>
column-2 <box>169 48 324 1476</box>
